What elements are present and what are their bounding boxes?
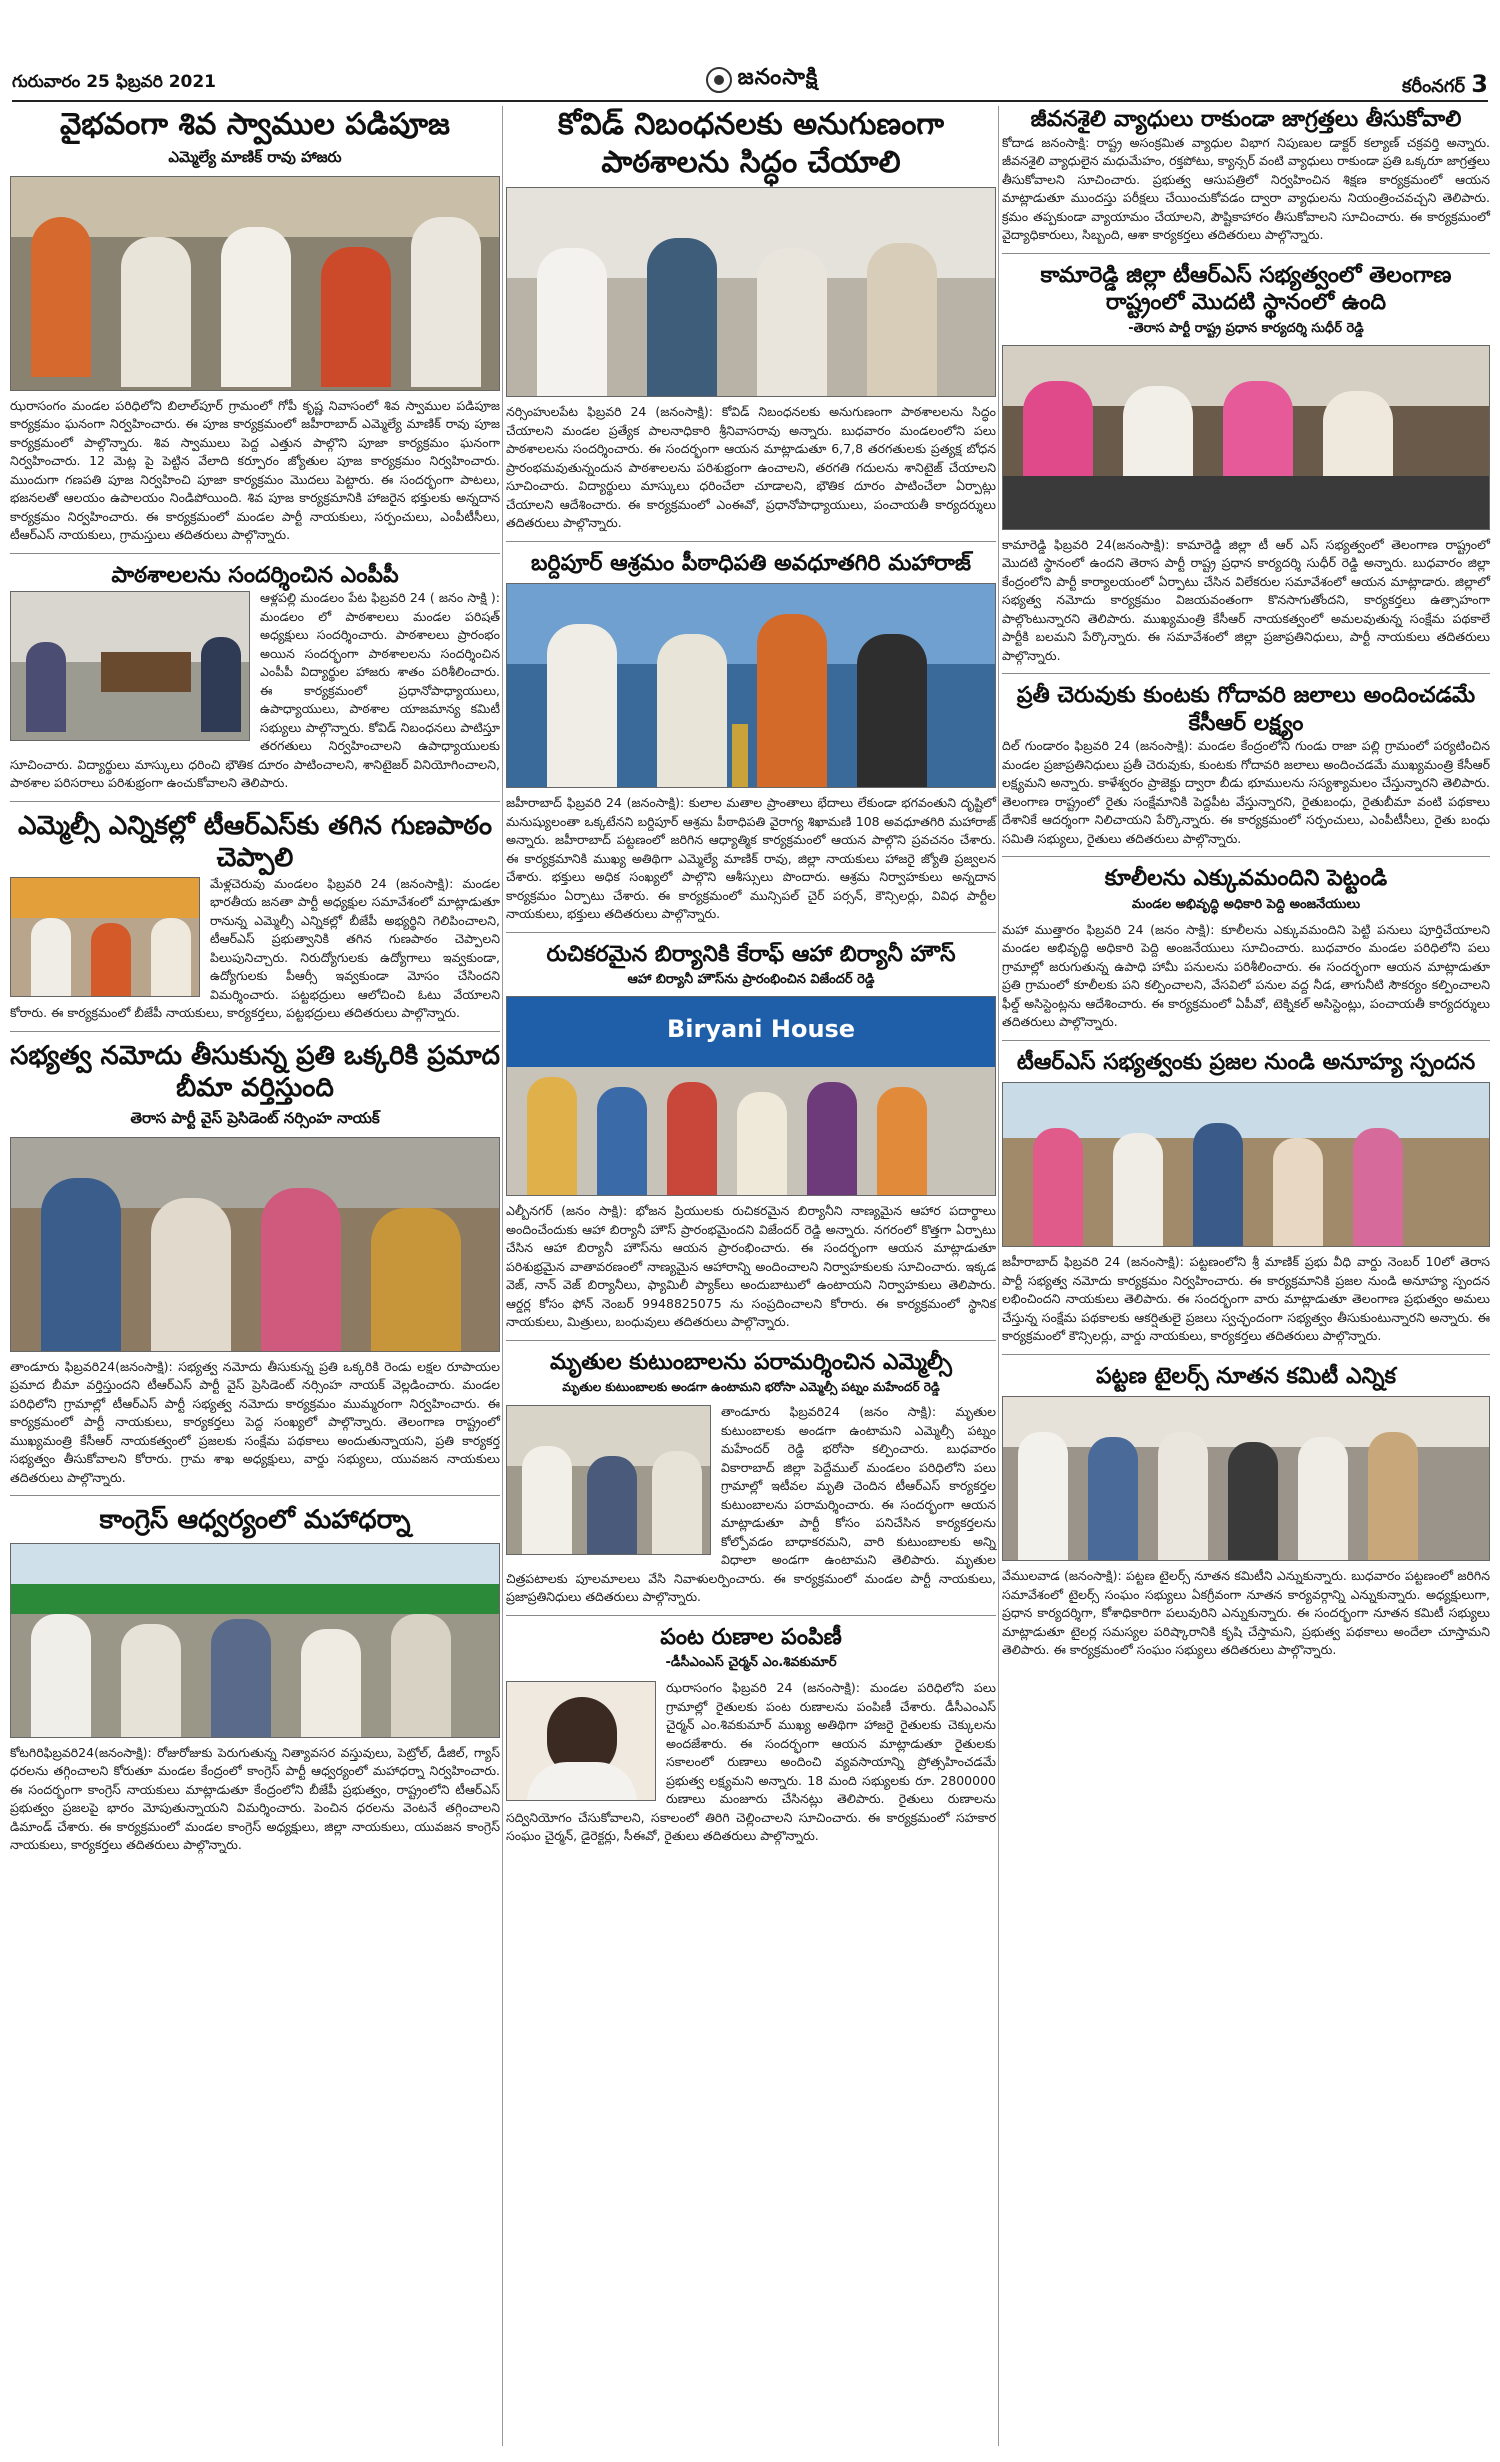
divider (10, 553, 500, 554)
edition-label (1402, 70, 1488, 101)
masthead-rule (12, 100, 1488, 102)
press-meet-photo (1002, 345, 1490, 530)
divider (1002, 856, 1490, 857)
article-body: జహీరాబాద్ ఫిబ్రవరి 24 (జనంసాక్షి): పట్టణంలోని శ్రీ మాణిక్ ప్రభు వీధి వార్డు నెంబర్ 10లో తెరాస పార్టీ సభ్యత్వ నమోదు కార్యక్రమం నిర్వహించారు. ఈ కార్యక్రమానికి ప్రజల నుండి అనూహ్య స్పందన లభించిందని నాయకులు తెలిపారు. ఈ సందర్భంగా వారు మాట్లాడుతూ తెలంగాణ ప్రభుత్వం అమలు చేస్తున్న సంక్షేమ పథకాలకు ఆకర్షితులై ప్రజలు స్వచ్ఛందంగా సభ్యత్వం తీసుకుంటున్నారని అన్నారు. ఈ కార్యక్రమంలో కౌన్సిలర్లు, వార్డు నాయకులు, కార్యకర్తలు తదితరులు పాల్గొన్నారు. (1002, 1254, 1490, 1343)
paper-name: జనంసాక్షి (737, 65, 819, 90)
biryani-house-photo (506, 996, 996, 1196)
article-body: మేళ్లచెరువు మండలం ఫిబ్రవరి 24 (జనంసాక్షి): మండల భారతీయ జనతా పార్టీ అధ్యక్షుల సమావేశంలో మాట్లాడుతూ రానున్న ఎమ్మెల్సీ ఎన్నికల్లో బీజేపీ అభ్యర్థిని గెలిపించాలని, టీఆర్ఎస్ ప్రభుత్వానికి తగిన గుణపాఠం చెప్పాలని పిలుపునిచ్చారు. నిరుద్యోగులకు ఉద్యోగాలు ఇవ్వకుండా, ఉద్యోగులకు పీఆర్సీ ఇవ్వకుండా మోసం చేసిందని విమర్శించారు. పట్టభద్రులు ఆలోచించి ఓటు వేయాలని కోరారు. ఈ కార్యక్రమంలో బీజేపీ నాయకులు, కార్యకర్తలు, పట్టభద్రులు తదితరులు పాల్గొన్నారు. (10, 875, 500, 1020)
divider (506, 932, 996, 933)
subhead: మృతుల కుటుంబాలకు అండగా ఉంటామని భరోసా ఎమ్మెల్సీ పట్నం మహేందర్ రెడ్డి (562, 1380, 940, 1394)
subhead: మండల అభివృద్ధి అధికారి పెద్ది అంజనేయులు (1131, 896, 1361, 912)
article-nrega-labourers (1002, 865, 1490, 1032)
membership-drive-photo (1002, 1082, 1490, 1247)
dharna-photo (10, 1543, 500, 1738)
dcms-chairman-portrait (506, 1681, 656, 1801)
column-2 (506, 106, 996, 1854)
headline: కామారెడ్డి జిల్లా టీఆర్ఎస్ సభ్యత్వంలో తెలంగాణ రాష్ట్రంలో మొదటి స్థానంలో ఉంది (1040, 261, 1452, 315)
headline: బర్దిపూర్ ఆశ్రమం పీఠాధిపతి అవధూతగిరి మహారాజ్ (531, 549, 971, 576)
article-lifestyle-diseases (1002, 106, 1490, 245)
school-inspection-photo (506, 187, 996, 397)
article-body: తాండూరు ఫిబ్రవరి24 (జనం సాక్షి): మృతుల కుటుంబాలకు అండగా ఉంటామని ఎమ్మెల్సీ పట్నం మహేందర్ రెడ్డి భరోసా కల్పించారు. బుధవారం వికారాబాద్ జిల్లా పెద్దేముల్ మండలం పరిధిలోని పలు గ్రామాల్లో ఇటీవల మృతి చెందిన టీఆర్ఎస్ కార్యకర్తల కుటుంబాలను పరామర్శించారు. ఈ సందర్భంగా ఆయన మాట్లాడుతూ పార్టీ కోసం పనిచేసిన కార్యకర్తలను కోల్పోవడం బాధాకరమని, వారి కుటుంబాలకు అన్ని విధాలా అండగా ఉంటామని తెలిపారు. మృతుల చిత్రపటాలకు పూలమాలలు వేసి నివాళులర్పించారు. ఈ కార్యక్రమంలో మండల పార్టీ నాయకులు, ప్రజాప్రతినిధులు తదితరులు పాల్గొన్నారు. (506, 1404, 996, 1604)
divider (10, 1031, 500, 1032)
article-body: ఝరాసంగం మండల పరిధిలోని బిలాల్‌పూర్ గ్రామంలో గోపీ కృష్ణ నివాసంలో శివ స్వాముల పడిపూజ కార్యక్రమం ఘనంగా నిర్వహించారు. ఈ పూజ కార్యక్రమంలో జహీరాబాద్ ఎమ్మెల్యే మాణిక్ రావు పూజ కార్యక్రమంలో పాల్గొన్నారు. శివ స్వాములు పెద్ద ఎత్తున పాల్గొని పూజా కార్యక్రమం ఘనంగా నిర్వహించారు. 12 మెట్ల పై పెట్టిన వేలాది కర్పూరం జ్యోతుల పూజ కార్యక్రమం నిర్వహించారు. ముందుగా గణపతి పూజ నిర్వహించి పూజా కార్యక్రమం మొదలు పెట్టారు. ఈ సందర్భంగా పాటలు, భజనలతో ఆలయం ఉపాలయం నిండిపోయింది. శివ పూజ కార్యక్రమానికి హాజరైన భక్తులకు అన్నదాన కార్యక్రమం నిర్వహించారు. ఈ కార్యక్రమంలో మండల పార్టీ నాయకులు, సర్పంచులు, ఎంపీటీసీలు, టీఆర్ఎస్ నాయకులు, గ్రామస్తులు తదితరులు పాల్గొన్నారు. (10, 397, 500, 542)
school-photo (10, 591, 250, 741)
article-covid-schools (506, 106, 996, 533)
headline: పంట రుణాల పంపిణీ (660, 1623, 842, 1650)
article-trs-membership-response (1002, 1049, 1490, 1346)
divider (506, 1615, 996, 1616)
article-body: జహీరాబాద్ ఫిబ్రవరి 24 (జనంసాక్షి): కులాల మతాల ప్రాంతాలు భేదాలు లేకుండా భగవంతుని దృష్టిలో మనుష్యులంతా ఒక్కటేనని బర్దిపూర్ ఆశ్రమ పీఠాధిపతి వైరాగ్య శిఖామణి 108 అవధూతగిరి మహారాజ్ అన్నారు. జహీరాబాద్ పట్టణంలో జరిగిన ఆధ్యాత్మిక కార్యక్రమంలో ఆయన పాల్గొని ప్రవచనం చేశారు. ఈ కార్యక్రమానికి ముఖ్య అతిథిగా ఎమ్మెల్యే మాణిక్ రావు, జిల్లా నాయకులు హాజరై జ్యోతి ప్రజ్వలన చేశారు. భక్తులు అధిక సంఖ్యలో పాల్గొని ఆశీస్సులు పొందారు. ఆశ్రమ నిర్వాహకులు అన్నదాన కార్యక్రమం ఏర్పాటు చేశారు. ఈ కార్యక్రమంలో మున్సిపల్ చైర్ పర్సన్, కౌన్సిలర్లు, వివిధ పార్టీల నాయకులు, భక్తులు తదితరులు పాల్గొన్నారు. (506, 795, 996, 921)
bjp-meeting-photo (10, 877, 200, 997)
article-mlc-condolence (506, 1349, 996, 1607)
ashram-event-photo (506, 583, 996, 788)
headline: కాంగ్రెస్ ఆధ్వర్యంలో మహాధర్నా (99, 1505, 411, 1535)
divider (506, 541, 996, 542)
divider (10, 1495, 500, 1496)
headline: కోవిడ్ నిబంధనలకు అనుగుణంగా పాఠశాలను సిద్ధం చేయాలి (557, 107, 945, 180)
edition-name: కరీంనగర్ (1402, 76, 1466, 97)
article-bardipur-ashram (506, 550, 996, 924)
headline: వైభవంగా శివ స్వాముల పడిపూజ (60, 107, 450, 142)
article-mpp-school-visit (10, 562, 500, 793)
issue-date: గురువారం 25 ఫిబ్రవరి 2021 (12, 72, 217, 92)
headline: ఎమ్మెల్సీ ఎన్నికల్లో టీఆర్ఎస్‌కు తగిన గుణపాఠం చెప్పాలి (17, 810, 493, 873)
article-body: దిల్ గుండారం ఫిబ్రవరి 24 (జనంసాక్షి): మండల కేంద్రంలోని గుండు రాజా పల్లి గ్రామంలో పర్యటించిన మండల ప్రజాప్రతినిధులు ప్రతీ చెరువుకు, కుంటకు గోదావరి జలాలు అందించడమే ముఖ్యమంత్రి కేసీఆర్ లక్ష్యమని అన్నారు. కాళేశ్వరం ప్రాజెక్టు ద్వారా బీడు భూములను సస్యశ్యామలం చేస్తున్నారని తెలిపారు. తెలంగాణ రాష్ట్రంలో రైతు సంక్షేమానికి పెద్దపీట వేస్తున్నారని, రైతుబంధు, రైతుబీమా వంటి పథకాలు దేశానికే ఆదర్శంగా నిలిచాయని పేర్కొన్నారు. ఈ కార్యక్రమంలో సర్పంచులు, ఎంపీటీసీలు, రైతు బంధు సమితి సభ్యులు, రైతులు తదితరులు పాల్గొన్నారు. (1002, 738, 1490, 846)
article-shiva-puja (10, 106, 500, 545)
subhead: తెరాస పార్టీ వైస్ ప్రెసిడెంట్ నర్సింహ నాయక్ (130, 1108, 380, 1127)
article-body: మహా ముత్తారం ఫిబ్రవరి 24 (జనం సాక్షి): కూలీలను ఎక్కువమందిని పెట్టి పనులు పూర్తిచేయాలని మండల అభివృద్ధి అధికారి పెద్ది అంజనేయులు సూచించారు. బుధవారం మండల పరిధిలోని పలు గ్రామాల్లో జరుగుతున్న ఉపాధి హామీ పనులను పరిశీలించారు. ఈ సందర్భంగా ఆయన మాట్లాడుతూ ప్రతి గ్రామంలో కూలీలకు పని కల్పించాలని, వేసవిలో పనుల వద్ద నీడ, తాగునీటి సౌకర్యం కల్పించాలని ఫీల్డ్ అసిస్టెంట్లను ఆదేశించారు. ఈ కార్యక్రమంలో ఏపీవో, టెక్నికల్ అసిస్టెంట్లు, పంచాయతీ కార్యదర్శులు తదితరులు పాల్గొన్నారు. (1002, 921, 1490, 1029)
headline: జీవనశైలి వ్యాధులు రాకుండా జాగ్రత్తలు తీసుకోవాలి (1030, 106, 1462, 132)
article-body: కోటగిరిఫిబ్రవరి24(జనంసాక్షి): రోజురోజుకు పెరుగుతున్న నిత్యావసర వస్తువులు, పెట్రోల్, డీజిల్, గ్యాస్ ధరలను తగ్గించాలని కోరుతూ మండల కేంద్రంలో కాంగ్రెస్ పార్టీ ఆధ్వర్యంలో మహాధర్నా నిర్వహించారు. ఈ సందర్భంగా కాంగ్రెస్ నాయకులు మాట్లాడుతూ కేంద్రంలోని బీజేపీ ప్రభుత్వం, రాష్ట్రంలోని టీఆర్ఎస్ ప్రభుత్వం ప్రజలపై భారం మోపుతున్నాయని విమర్శించారు. పెంచిన ధరలను వెంటనే తగ్గించాలని డిమాండ్ చేశారు. ఈ కార్యక్రమంలో మండల కాంగ్రెస్ అధ్యక్షులు, జిల్లా నాయకులు, యువజన కాంగ్రెస్ నాయకులు, కార్యకర్తలు తదితరులు పాల్గొన్నారు. (10, 1744, 500, 1852)
headline: కూలీలను ఎక్కువమందిని పెట్టండి (1104, 865, 1388, 891)
article-godavari-waters (1002, 682, 1490, 848)
subhead: -తెరాస పార్టీ రాష్ట్ర ప్రధాన కార్యదర్శి సుధీర్ రెడ్డి (1128, 320, 1364, 336)
tailors-group-photo (1002, 1396, 1490, 1561)
article-body: ఝరాసంగం ఫిబ్రవరి 24 (జనంసాక్షి): మండల పరిధిలోని పలు గ్రామాల్లో రైతులకు పంట రుణాలను పంపిణీ చేశారు. డీసీఎంఎస్ చైర్మన్ ఎం.శివకుమార్ ముఖ్య అతిథిగా హాజరై రైతులకు చెక్కులను అందజేశారు. ఈ సందర్భంగా ఆయన మాట్లాడుతూ రైతులకు సకాలంలో రుణాలు అందించి వ్యవసాయాన్ని ప్రోత్సహించడమే ప్రభుత్వ లక్ష్యమని అన్నారు. 18 మంది సభ్యులకు రూ. 2800000 రుణాలు మంజూరు చేసినట్లు తెలిపారు. రైతులు రుణాలను సద్వినియోగం చేసుకోవాలని, సకాలంలో తిరిగి చెల్లించాలని సూచించారు. ఈ కార్యక్రమంలో సహకార సంఘం చైర్మన్, డైరెక్టర్లు, సీఈవో, రైతులు తదితరులు పాల్గొన్నారు. (506, 1680, 996, 1843)
subhead: ఎమ్మెల్యే మాణిక్ రావు హాజరు (168, 147, 342, 166)
biryani-sign: Biryani House (667, 1015, 856, 1043)
headline: మృతుల కుటుంబాలను పరామర్శించిన ఎమ్మెల్సీ (550, 1348, 952, 1375)
article-membership-insurance (10, 1040, 500, 1488)
masthead (12, 62, 1488, 102)
column-1 (10, 106, 500, 1863)
headline: రుచికరమైన బిర్యానికి కేరాఫ్ ఆహా బిర్యానీ హౌస్ (546, 940, 956, 967)
article-crop-loans (506, 1624, 996, 1846)
page-number: 3 (1471, 70, 1488, 98)
article-tailors-committee (1002, 1363, 1490, 1660)
article-congress-dharna (10, 1504, 500, 1855)
column-divider (502, 106, 503, 2446)
logo-mark-icon (706, 67, 732, 93)
article-aha-biryani-house (506, 941, 996, 1332)
article-body: తాండూరు ఫిబ్రవరి24(జనంసాక్షి): సభ్యత్వ నమోదు తీసుకున్న ప్రతి ఒక్కరికి రెండు లక్షల రూపాయల ప్రమాద బీమా వర్తిస్తుందని టీఆర్ఎస్ పార్టీ వైస్ ప్రెసిడెంట్ నర్సింహ నాయక్ వెల్లడించారు. మండల పరిధిలోని గ్రామాల్లో టీఆర్ఎస్ పార్టీ సభ్యత్వ నమోదు కార్యక్రమం ముమ్మరంగా నిర్వహించారు. ఈ కార్యక్రమంలో పార్టీ నాయకులు, కార్యకర్తలు పెద్ద సంఖ్యలో పాల్గొన్నారు. తెలంగాణ రాష్ట్రంలో ముఖ్యమంత్రి కేసీఆర్ నాయకత్వంలో ప్రజలకు సంక్షేమ పథకాలు అందుతున్నాయని, ప్రతి కార్యకర్త సభ్యత్వం తీసుకోవాలని కోరారు. గ్రామ శాఖ అధ్యక్షులు, వార్డు సభ్యులు, యువజన నాయకులు తదితరులు పాల్గొన్నారు. (10, 1358, 500, 1485)
divider (1002, 1354, 1490, 1355)
article-body: ఎల్బీనగర్ (జనం సాక్షి): భోజన ప్రియులకు రుచికరమైన బిర్యానీని నాణ్యమైన ఆహార పదార్థాలు అందించేందుకు ఆహా బిర్యానీ హౌస్ ప్రారంభమైందని విజేందర్ రెడ్డి అన్నారు. నగరంలో కొత్తగా ఏర్పాటు చేసిన ఆహా బిర్యానీ హౌస్‌ను ఆయన ప్రారంభించారు. ఈ సందర్భంగా ఆయన మాట్లాడుతూ పరిశుభ్రమైన వాతావరణంలో నాణ్యమైన ఆహారాన్ని అందించాలని నిర్వాహకులకు సూచించారు. ఇక్కడ వెజ్, నాన్ వెజ్ బిర్యానీలు, ఫ్యామిలీ ప్యాక్‌లు అందుబాటులో ఉంటాయని నిర్వాహకులు తెలిపారు. ఆర్డర్ల కోసం ఫోన్ నెంబర్ 9948825075 ను సంప్రదించాలని కోరారు. ఈ కార్యక్రమంలో స్థానిక నాయకులు, మిత్రులు, బంధువులు తదితరులు పాల్గొన్నారు. (506, 1203, 996, 1329)
article-body: నర్సింహులపేట ఫిబ్రవరి 24 (జనంసాక్షి): కోవిడ్ నిబంధనలకు అనుగుణంగా పాఠశాలలను సిద్ధం చేయాలని మండల ప్రత్యేక పాలనాధికారి శ్రీనివాసరావు అన్నారు. బుధవారం మండలంలోని పలు పాఠశాలలను సందర్శించారు. ఈ సందర్భంగా ఆయన మాట్లాడుతూ 6,7,8 తరగతులకు ప్రత్యక్ష బోధన ప్రారంభమవుతున్నందున పాఠశాలలను పరిశుభ్రంగా ఉంచాలని, తరగతి గదులను శానిటైజ్ చేయాలని సూచించారు. విద్యార్థులు మాస్కులు ధరించేలా చూడాలని, భౌతిక దూరం పాటించేలా ఏర్పాట్లు చేయాలని ఆదేశించారు. ఈ కార్యక్రమంలో ఎంఈవో, ప్రధానోపాధ్యాయులు, పంచాయతీ కార్యదర్శులు తదితరులు పాల్గొన్నారు. (506, 404, 996, 530)
column-3 (1002, 106, 1490, 1668)
headline: ప్రతీ చెరువుకు కుంటకు గోదావరి జలాలు అందించడమే కేసీఆర్ లక్ష్యం (1016, 682, 1476, 736)
divider (10, 801, 500, 802)
subhead: ఆహా బిర్యానీ హౌస్‌ను ప్రారంభించిన విజేందర్ రెడ్డి (627, 972, 875, 987)
article-kamareddy-trs (1002, 262, 1490, 666)
divider (506, 1340, 996, 1341)
subhead: -డీసీఎంఎస్ చైర్మన్ ఎం.శివకుమార్ (665, 1655, 837, 1670)
column-divider (998, 106, 999, 2446)
article-body: కోదాడ జనంసాక్షి: రాష్ట్ర అసంక్రమిత వ్యాధుల విభాగ నిపుణుల డాక్టర్ కల్యాణ్ చక్రవర్తి అన్నారు. జీవనశైలి వ్యాధులైన మధుమేహం, రక్తపోటు, క్యాన్సర్ వంటి వ్యాధులు రాకుండా ప్రతి ఒక్కరూ జాగ్రత్తలు తీసుకోవాలని సూచించారు. ప్రభుత్వ ఆసుపత్రిలో నిర్వహించిన శిక్షణ కార్యక్రమంలో ఆయన మాట్లాడుతూ ముందస్తు పరీక్షలు చేయించుకోవడం ద్వారా వ్యాధులను నియంత్రించవచ్చని తెలిపారు. క్రమం తప్పకుండా వ్యాయామం చేయాలని, పౌష్టికాహారం తీసుకోవాలని సూచించారు. ఈ కార్యక్రమంలో వైద్యాధికారులు, సిబ్బంది, ఆశా కార్యకర్తలు తదితరులు పాల్గొన్నారు. (1002, 134, 1490, 242)
headline: టీఆర్ఎస్ సభ్యత్వంకు ప్రజల నుండి అనూహ్య స్పందన (1016, 1048, 1476, 1075)
article-body: ఆళ్లపల్లి మండలం పేట ఫిబ్రవరి 24 ( జనం సాక్షి ): మండలం లో పాఠశాలలు మండల పరిషత్ అధ్యక్షులు సందర్శించారు. పాఠశాలలు ప్రారంభం అయిన సందర్భంగా పాఠశాలలను సందర్శించిన ఎంపీపీ విద్యార్థుల హాజరు శాతం పరిశీలించారు. ఈ కార్యక్రమంలో ప్రధానోపాధ్యాయులు, ఉపాధ్యాయులు, పాఠశాల యాజమాన్య కమిటీ సభ్యులు పాల్గొన్నారు. కోవిడ్ నిబంధనలు పాటిస్తూ తరగతులు నిర్వహించాలని ఉపాధ్యాయులకు సూచించారు. విద్యార్థులు మాస్కులు ధరించి భౌతిక దూరం పాటించాలని, శానిటైజర్ వినియోగించాలని, పాఠశాల పరిసరాలు పరిశుభ్రంగా ఉంచుకోవాలని తెలిపారు. (10, 590, 500, 790)
article-mlc-elections (10, 810, 500, 1023)
headline: పాఠశాలలను సందర్శించిన ఎంపీపీ (111, 561, 399, 588)
puja-photo (10, 176, 500, 391)
article-body: వేములవాడ (జనంసాక్షి): పట్టణ టైలర్స్ నూతన కమిటీని ఎన్నుకున్నారు. బుధవారం పట్టణంలో జరిగిన సమావేశంలో టైలర్స్ సంఘం సభ్యులు ఏకగ్రీవంగా నూతన కార్యవర్గాన్ని ఎన్నుకున్నారు. అధ్యక్షులుగా, ప్రధాన కార్యదర్శిగా, కోశాధికారిగా పలువురిని ఎన్నుకున్నారు. ఈ సందర్భంగా నూతన కమిటీ సభ్యులు మాట్లాడుతూ టైలర్ల సమస్యల పరిష్కారానికి కృషి చేస్తామని, ప్రభుత్వ పథకాలు అందేలా చూస్తామని తెలిపారు. ఈ కార్యక్రమంలో సంఘం సభ్యులు తదితరులు పాల్గొన్నారు. (1002, 1568, 1490, 1657)
headline: పట్టణ టైలర్స్ నూతన కమిటీ ఎన్నిక (1095, 1362, 1397, 1389)
membership-photo (10, 1137, 500, 1352)
divider (1002, 673, 1490, 674)
headline: సభ్యత్వ నమోదు తీసుకున్న ప్రతి ఒక్కరికి ప్రమాద బీమా వర్తిస్తుంది (10, 1040, 500, 1103)
article-body: కామారెడ్డి ఫిబ్రవరి 24(జనంసాక్షి): కామారెడ్డి జిల్లా టీ ఆర్ ఎస్ సభ్యత్వంలో తెలంగాణ రాష్ట్రంలో మొదటి స్థానంలో ఉందని తెరాస పార్టీ రాష్ట్ర ప్రధాన కార్యదర్శి సుధీర్ రెడ్డి అన్నారు. బుధవారం జిల్లా కేంద్రంలోని పార్టీ కార్యాలయంలో ఏర్పాటు చేసిన విలేకరుల సమావేశంలో ఆయన మాట్లాడారు. జిల్లాలో సభ్యత్వ నమోదు కార్యక్రమం విజయవంతంగా కొనసాగుతోందని, కార్యకర్తలు ఉత్సాహంగా పాల్గొంటున్నారని తెలిపారు. ముఖ్యమంత్రి కేసీఆర్ నాయకత్వంలో అమలవుతున్న సంక్షేమ పథకాలే పార్టీకి బలమని పేర్కొన్నారు. ఈ సమావేశంలో జిల్లా ప్రజాప్రతినిధులు, పార్టీ నాయకులు తదితరులు పాల్గొన్నారు. (1002, 536, 1490, 663)
paper-logo (652, 62, 872, 98)
divider (1002, 253, 1490, 254)
divider (1002, 1040, 1490, 1041)
condolence-photo (506, 1405, 711, 1555)
